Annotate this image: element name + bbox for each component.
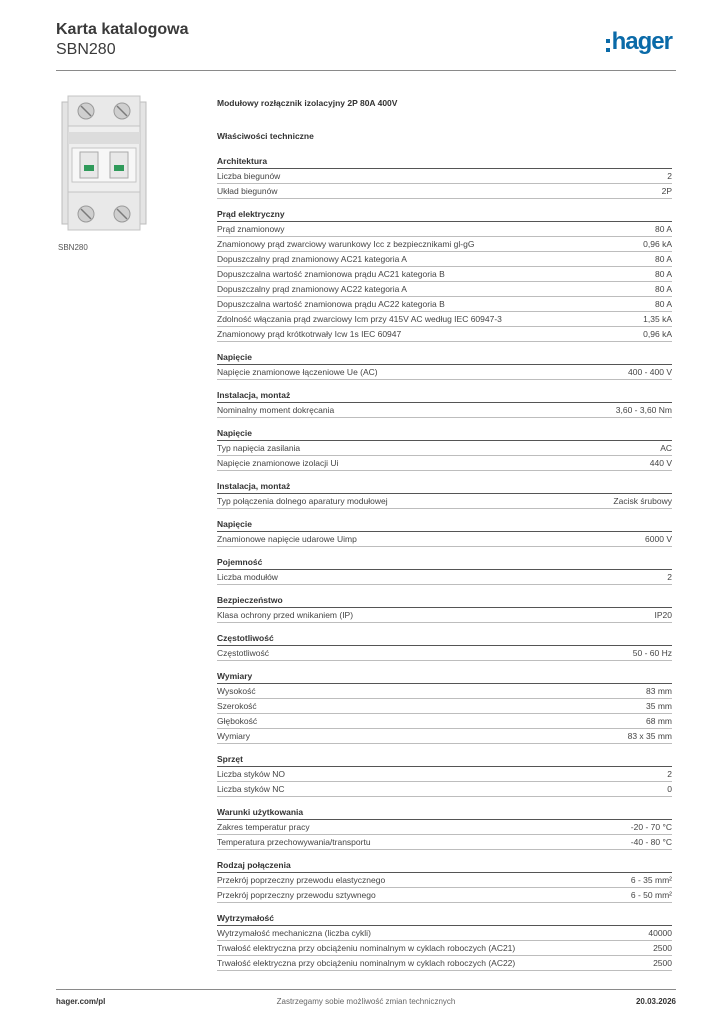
spec-label: Dopuszczalna wartość znamionowa prądu AC22 kategoria B	[217, 299, 445, 309]
spec-row	[217, 237, 672, 252]
section-title: Instalacja, montaż	[217, 389, 672, 403]
spec-label: Trwałość elektryczna przy obciążeniu nominalnym w cyklach roboczych (AC22)	[217, 958, 516, 968]
spec-label: Prąd znamionowy	[217, 224, 285, 234]
spec-row	[217, 714, 672, 729]
spec-value: IP20	[654, 610, 672, 620]
spec-value: 50 - 60 Hz	[632, 648, 672, 658]
spec-section	[217, 480, 672, 509]
logo-text: hager	[611, 28, 672, 55]
spec-row	[217, 312, 672, 327]
spec-label: Wysokość	[217, 686, 256, 696]
spec-section	[217, 208, 672, 342]
spec-row	[217, 327, 672, 342]
spec-label: Zakres temperatur pracy	[217, 822, 310, 832]
spec-label: Dopuszczalny prąd znamionowy AC21 kategoria A	[217, 254, 407, 264]
spec-value: 80 A	[654, 284, 672, 294]
spec-label: Typ połączenia dolnego aparatury modułowej	[217, 496, 388, 506]
spec-value: -40 - 80 °C	[630, 837, 672, 847]
spec-value: 6 - 50 mm²	[630, 890, 672, 900]
section-title: Częstotliwość	[217, 632, 672, 646]
spec-value: AC	[660, 443, 672, 453]
spec-row	[217, 956, 672, 971]
spec-label: Znamionowe napięcie udarowe Uimp	[217, 534, 357, 544]
spec-value: 2	[667, 171, 672, 181]
spec-value: 68 mm	[646, 716, 672, 726]
image-caption: SBN280	[58, 243, 88, 252]
spec-value: 2	[667, 769, 672, 779]
product-description: Modułowy rozłącznik izolacyjny 2P 80A 400V	[217, 98, 398, 108]
spec-label: Napięcie znamionowe łączeniowe Ue (AC)	[217, 367, 378, 377]
spec-value: 0,96 kA	[643, 239, 672, 249]
spec-value: 2P	[661, 186, 672, 196]
product-image	[58, 92, 150, 234]
spec-row	[217, 403, 672, 418]
section-title: Prąd elektryczny	[217, 208, 672, 222]
spec-row	[217, 532, 672, 547]
spec-section	[217, 753, 672, 797]
spec-label: Liczba modułów	[217, 572, 278, 582]
spec-value: 83 x 35 mm	[627, 731, 672, 741]
header-divider	[56, 70, 676, 71]
spec-row	[217, 252, 672, 267]
spec-label: Trwałość elektryczna przy obciążeniu nominalnym w cyklach roboczych (AC21)	[217, 943, 516, 953]
spec-label: Dopuszczalna wartość znamionowa prądu AC21 kategoria B	[217, 269, 445, 279]
spec-row	[217, 441, 672, 456]
spec-label: Napięcie znamionowe izolacji Ui	[217, 458, 339, 468]
spec-section	[217, 632, 672, 661]
spec-value: 2500	[653, 943, 672, 953]
spec-row	[217, 365, 672, 380]
spec-row	[217, 456, 672, 471]
spec-label: Typ napięcia zasilania	[217, 443, 301, 453]
spec-row	[217, 570, 672, 585]
spec-label: Klasa ochrony przed wnikaniem (IP)	[217, 610, 354, 620]
product-code: SBN280	[56, 41, 116, 58]
spec-label: Nominalny moment dokręcania	[217, 405, 335, 415]
spec-value: 440 V	[649, 458, 672, 468]
section-title: Rodzaj połączenia	[217, 859, 672, 873]
page-header	[56, 20, 676, 70]
section-title: Napięcie	[217, 351, 672, 365]
spec-value: 6000 V	[645, 534, 672, 544]
spec-label: Liczba biegunów	[217, 171, 281, 181]
spec-row	[217, 267, 672, 282]
spec-label: Układ biegunów	[217, 186, 278, 196]
footer-notice: Zastrzegamy sobie możliwość zmian technicznych	[276, 997, 456, 1006]
spec-label: Szerokość	[217, 701, 257, 711]
spec-row	[217, 608, 672, 623]
spec-row	[217, 169, 672, 184]
spec-row	[217, 835, 672, 850]
footer-divider	[56, 989, 676, 990]
spec-value: 80 A	[654, 224, 672, 234]
spec-value: 400 - 400 V	[628, 367, 672, 377]
logo-mark-icon	[606, 39, 610, 52]
spec-row	[217, 646, 672, 661]
spec-section	[217, 155, 672, 199]
section-title: Architektura	[217, 155, 672, 169]
footer-website[interactable]: hager.com/pl	[56, 997, 106, 1006]
section-title: Pojemność	[217, 556, 672, 570]
spec-label: Liczba styków NO	[217, 769, 286, 779]
spec-value: 83 mm	[646, 686, 672, 696]
spec-section	[217, 670, 672, 744]
spec-row	[217, 729, 672, 744]
spec-value: 80 A	[654, 299, 672, 309]
spec-row	[217, 782, 672, 797]
spec-label: Głębokość	[217, 716, 258, 726]
spec-value: Zacisk śrubowy	[613, 496, 672, 506]
spec-section	[217, 556, 672, 585]
product-content	[217, 96, 672, 980]
section-title: Warunki użytkowania	[217, 806, 672, 820]
spec-value: 80 A	[654, 254, 672, 264]
spec-value: 1,35 kA	[643, 314, 672, 324]
spec-section	[217, 351, 672, 380]
spec-value: -20 - 70 °C	[630, 822, 672, 832]
spec-row	[217, 888, 672, 903]
spec-section	[217, 427, 672, 471]
spec-row	[217, 282, 672, 297]
spec-label: Dopuszczalny prąd znamionowy AC22 kategoria A	[217, 284, 407, 294]
spec-row	[217, 926, 672, 941]
document-title: Karta katalogowa	[56, 21, 189, 38]
spec-value: 6 - 35 mm²	[630, 875, 672, 885]
spec-row	[217, 222, 672, 237]
section-title: Wytrzymałość	[217, 912, 672, 926]
spec-row	[217, 297, 672, 312]
spec-row	[217, 767, 672, 782]
section-title: Napięcie	[217, 427, 672, 441]
spec-label: Znamionowy prąd krótkotrwały Icw 1s IEC 60947	[217, 329, 402, 339]
page-footer	[56, 997, 676, 1011]
spec-row	[217, 873, 672, 888]
spec-label: Temperatura przechowywania/transportu	[217, 837, 371, 847]
spec-label: Liczba styków NC	[217, 784, 285, 794]
spec-value: 35 mm	[646, 701, 672, 711]
spec-value: 2	[667, 572, 672, 582]
spec-label: Wytrzymałość mechaniczna (liczba cykli)	[217, 928, 371, 938]
spec-label: Wymiary	[217, 731, 250, 741]
spec-section	[217, 806, 672, 850]
section-title: Sprzęt	[217, 753, 672, 767]
spec-value: 80 A	[654, 269, 672, 279]
spec-label: Częstotliwość	[217, 648, 269, 658]
spec-label: Zdolność włączania prąd zwarciowy Icm przy 415V AC według IEC 60947-3	[217, 314, 502, 324]
section-title: Wymiary	[217, 670, 672, 684]
spec-row	[217, 184, 672, 199]
spec-value: 2500	[653, 958, 672, 968]
spec-section	[217, 594, 672, 623]
spec-row	[217, 699, 672, 714]
spec-label: Przekrój poprzeczny przewodu elastycznego	[217, 875, 386, 885]
spec-value: 3,60 - 3,60 Nm	[615, 405, 672, 415]
spec-sections	[217, 155, 672, 971]
section-title: Bezpieczeństwo	[217, 594, 672, 608]
technical-properties-title: Właściwości techniczne	[217, 131, 314, 141]
section-title: Napięcie	[217, 518, 672, 532]
spec-row	[217, 684, 672, 699]
spec-section	[217, 859, 672, 903]
spec-value: 0	[667, 784, 672, 794]
spec-section	[217, 912, 672, 971]
section-title: Instalacja, montaż	[217, 480, 672, 494]
footer-date: 20.03.2026	[635, 997, 676, 1006]
spec-value: 40000	[648, 928, 672, 938]
spec-row	[217, 941, 672, 956]
spec-row	[217, 820, 672, 835]
spec-section	[217, 518, 672, 547]
hager-logo	[606, 28, 672, 56]
spec-label: Znamionowy prąd zwarciowy warunkowy Icc z bezpiecznikami gl-gG	[217, 239, 475, 249]
spec-section	[217, 389, 672, 418]
spec-value: 0,96 kA	[643, 329, 672, 339]
spec-row	[217, 494, 672, 509]
spec-label: Przekrój poprzeczny przewodu sztywnego	[217, 890, 376, 900]
